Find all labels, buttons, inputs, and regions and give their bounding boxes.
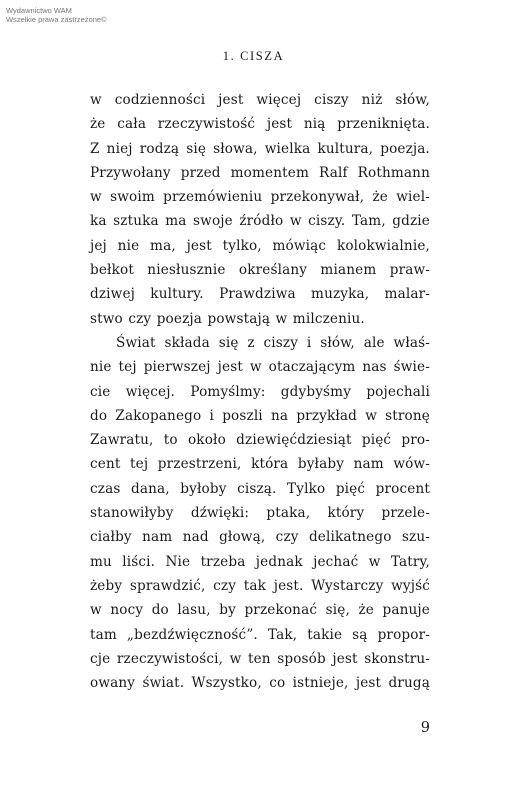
- text-line: cie więcej. Pomyślmy: gdybyśmy pojechali: [90, 383, 430, 400]
- publisher-watermark: [6, 6, 107, 24]
- text-line: w codzienności jest więcej ciszy niż słów,: [90, 92, 430, 108]
- text-line: dziwej kultury. Prawdziwa muzyka, malar-: [90, 286, 430, 303]
- text-line: ciałby nam nad głową, czy delikatnego szu-: [90, 529, 430, 546]
- text-line: mu liści. Nie trzeba jednak jechać w Tatry,: [90, 553, 430, 570]
- text-line: w nocy do lasu, by przekonać się, że panuje: [90, 602, 430, 619]
- watermark-publisher: Wydawnictwo WAM: [6, 6, 72, 15]
- text-line: ka sztuka ma swoje źródło w ciszy. Tam, gdzie: [90, 213, 430, 230]
- text-line: bełkot niesłusznie określany mianem praw-: [90, 262, 430, 279]
- text-line: Świat składa się z ciszy i słów, ale właś-: [116, 334, 430, 351]
- paragraph-1: [90, 88, 430, 331]
- text-line: stwo czy poezja powstają w milczeniu.: [90, 310, 365, 327]
- watermark-copyright: Wszelkie prawa zastrzeżone©: [6, 15, 107, 24]
- text-line: jej nie ma, jest tylko, mówiąc kolokwialnie,: [90, 237, 430, 254]
- text-line: nie tej pierwszej jest w otaczającym nas świe-: [90, 359, 430, 376]
- text-line: żeby sprawdzić, czy tak jest. Wystarczy wyjść: [90, 577, 430, 594]
- text-line: w swoim przemówieniu przekonywał, że wiel-: [90, 189, 430, 206]
- page-number: 9: [420, 720, 430, 736]
- text-line: tam „bezdźwięczność”. Tak, takie są propor-: [90, 626, 430, 643]
- paragraph-2: [90, 331, 430, 695]
- text-line: Zawratu, to około dziewięćdziesiąt pięć pro-: [90, 432, 430, 449]
- text-line: cje rzeczywistości, w ten sposób jest skonstru-: [90, 650, 430, 667]
- text-line: Z niej rodzą się słowa, wielka kultura, poezja.: [90, 140, 430, 157]
- text-line: cent tej przestrzeni, która byłaby nam wów-: [90, 456, 430, 473]
- text-line: owany świat. Wszystko, co istnieje, jest drugą: [90, 675, 430, 692]
- body-text: [90, 88, 430, 695]
- text-line: stanowiłyby dźwięki: ptaka, który przele-: [90, 505, 430, 522]
- text-line: Przywołany przed momentem Ralf Rothmann: [90, 164, 430, 181]
- running-header: 1. CISZA: [222, 49, 285, 63]
- text-line: czas dana, byłoby ciszą. Tylko pięć procent: [90, 480, 430, 497]
- text-line: do Zakopanego i poszli na przykład w stronę: [90, 407, 430, 424]
- text-line: że cała rzeczywistość jest nią przeniknięta.: [90, 116, 430, 133]
